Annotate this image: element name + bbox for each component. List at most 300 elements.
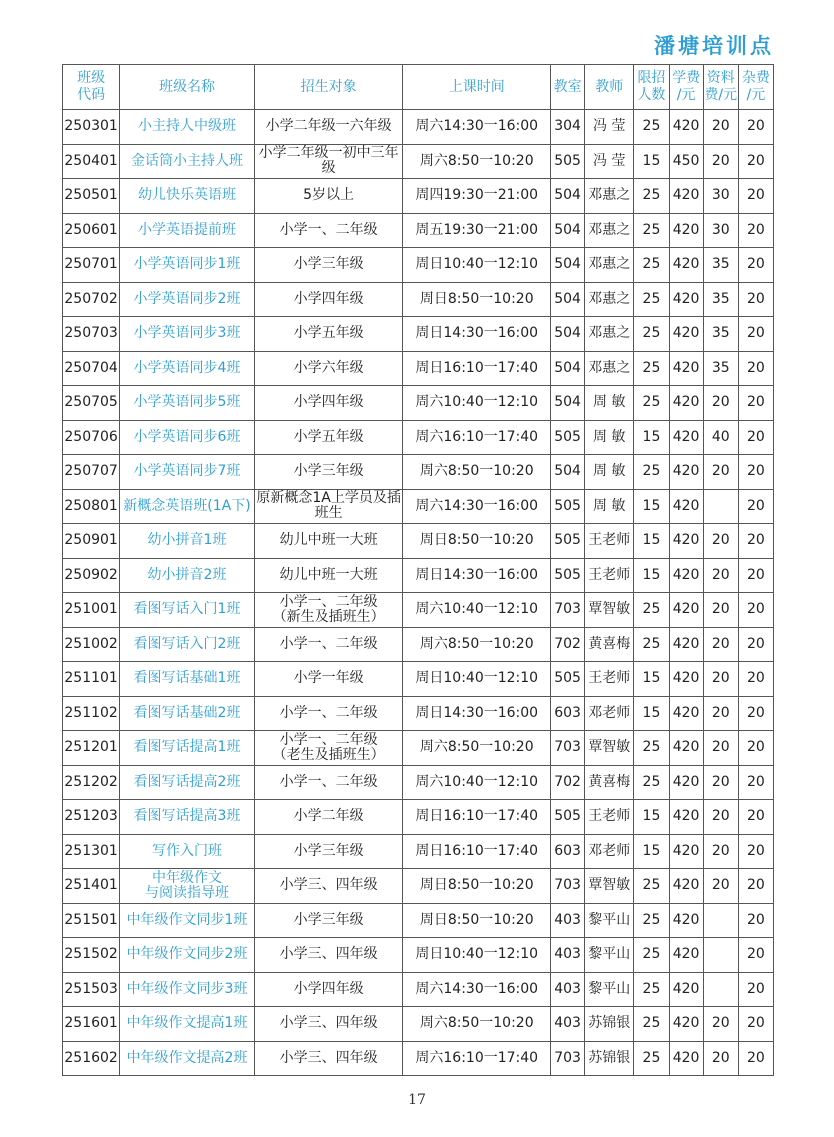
enrollment-limit: 25	[634, 972, 669, 1007]
class-name: 幼儿快乐英语班	[120, 179, 255, 214]
class-time: 周六8:50一10:20	[403, 1007, 551, 1042]
materials-fee: 20	[703, 834, 738, 869]
header-code-line: 班级	[77, 70, 106, 86]
classroom: 403	[551, 938, 585, 973]
tuition-fee: 420	[669, 972, 703, 1007]
misc-fee: 20	[738, 386, 773, 421]
misc-fee: 20	[738, 627, 773, 662]
materials-fee: 20	[703, 144, 738, 179]
table-row	[63, 144, 774, 179]
tuition-fee: 420	[669, 731, 703, 766]
misc-fee: 20	[738, 524, 773, 559]
enrollment-target: 小学四年级	[254, 972, 403, 1007]
classroom: 504	[551, 179, 585, 214]
enrollment-limit: 25	[634, 179, 669, 214]
class-schedule-table	[62, 64, 774, 1076]
class-name: 小学英语同步6班	[120, 420, 255, 455]
enrollment-limit: 15	[634, 834, 669, 869]
misc-fee: 20	[738, 489, 773, 524]
table-row	[63, 317, 774, 352]
enrollment-target: 小学一、二年级	[254, 696, 403, 731]
class-time: 周六10:40一12:10	[403, 765, 551, 800]
class-name: 小学英语提前班	[120, 213, 255, 248]
materials-fee: 35	[703, 351, 738, 386]
table-row	[63, 696, 774, 731]
class-code: 251501	[63, 903, 120, 938]
teacher: 邓惠之	[585, 248, 634, 283]
table-row	[63, 558, 774, 593]
tuition-fee: 420	[669, 627, 703, 662]
class-time: 周日8:50一10:20	[403, 903, 551, 938]
class-code: 250901	[63, 524, 120, 559]
misc-fee: 20	[738, 800, 773, 835]
page-title: 潘塘培训点	[654, 34, 774, 58]
classroom: 603	[551, 696, 585, 731]
enrollment-limit: 25	[634, 593, 669, 628]
materials-fee: 35	[703, 282, 738, 317]
class-code: 250801	[63, 489, 120, 524]
misc-fee: 20	[738, 938, 773, 973]
classroom: 603	[551, 834, 585, 869]
class-name: 小学英语同步1班	[120, 248, 255, 283]
enrollment-target-line: 小学一、二年级	[279, 593, 378, 610]
classroom: 403	[551, 972, 585, 1007]
enrollment-limit: 25	[634, 1041, 669, 1076]
enrollment-target: 小学五年级	[254, 420, 403, 455]
tuition-fee: 420	[669, 524, 703, 559]
enrollment-target: 幼儿中班一大班	[254, 524, 403, 559]
class-name: 小学英语同步5班	[120, 386, 255, 421]
enrollment-limit: 25	[634, 627, 669, 662]
teacher: 邓惠之	[585, 317, 634, 352]
enrollment-target: 小学一、二年级	[254, 627, 403, 662]
teacher: 邓老师	[585, 696, 634, 731]
teacher: 苏锦银	[585, 1041, 634, 1076]
materials-fee	[703, 938, 738, 973]
classroom: 403	[551, 903, 585, 938]
class-time: 周日10:40一12:10	[403, 248, 551, 283]
class-time: 周六8:50一10:20	[403, 144, 551, 179]
classroom: 505	[551, 489, 585, 524]
classroom: 504	[551, 317, 585, 352]
classroom: 504	[551, 248, 585, 283]
enrollment-limit: 25	[634, 765, 669, 800]
materials-fee: 20	[703, 455, 738, 490]
materials-fee: 20	[703, 386, 738, 421]
enrollment-target: 小学六年级	[254, 351, 403, 386]
header-time: 上课时间	[403, 65, 551, 110]
enrollment-target: 小学二年级	[254, 800, 403, 835]
teacher: 黄喜梅	[585, 627, 634, 662]
table-row	[63, 1007, 774, 1042]
misc-fee: 20	[738, 248, 773, 283]
teacher: 黄喜梅	[585, 765, 634, 800]
class-name: 看图写话基础2班	[120, 696, 255, 731]
header-target: 招生对象	[254, 65, 403, 110]
class-time: 周日8:50一10:20	[403, 524, 551, 559]
tuition-fee: 420	[669, 593, 703, 628]
enrollment-limit: 15	[634, 558, 669, 593]
tuition-fee: 420	[669, 420, 703, 455]
tuition-fee: 420	[669, 765, 703, 800]
materials-fee: 20	[703, 593, 738, 628]
class-name: 金话筒小主持人班	[120, 144, 255, 179]
teacher: 王老师	[585, 524, 634, 559]
class-code: 250601	[63, 213, 120, 248]
enrollment-limit: 25	[634, 869, 669, 904]
materials-fee: 20	[703, 627, 738, 662]
enrollment-limit: 25	[634, 938, 669, 973]
enrollment-target: 小学三年级	[254, 248, 403, 283]
class-code: 250902	[63, 558, 120, 593]
materials-fee: 20	[703, 524, 738, 559]
table-row	[63, 800, 774, 835]
materials-fee: 35	[703, 317, 738, 352]
enrollment-target-line: （老生及插班生）	[272, 746, 385, 763]
materials-fee: 20	[703, 800, 738, 835]
misc-fee: 20	[738, 282, 773, 317]
classroom: 703	[551, 1041, 585, 1076]
table-row	[63, 386, 774, 421]
teacher: 邓惠之	[585, 351, 634, 386]
teacher: 覃智敏	[585, 593, 634, 628]
teacher: 邓老师	[585, 834, 634, 869]
classroom: 702	[551, 627, 585, 662]
enrollment-target: 小学三年级	[254, 834, 403, 869]
enrollment-limit: 15	[634, 696, 669, 731]
enrollment-target: 小学一、二年级	[254, 213, 403, 248]
table-row	[63, 662, 774, 697]
enrollment-target: 小学一年级	[254, 662, 403, 697]
teacher: 苏锦银	[585, 1007, 634, 1042]
enrollment-limit: 15	[634, 524, 669, 559]
class-time: 周日16:10一17:40	[403, 800, 551, 835]
tuition-fee: 420	[669, 455, 703, 490]
class-name-line: 与阅读指导班	[145, 884, 230, 901]
teacher: 邓惠之	[585, 213, 634, 248]
enrollment-limit: 15	[634, 489, 669, 524]
enrollment-target: 原新概念1A上学员及插班生	[254, 489, 403, 524]
misc-fee: 20	[738, 144, 773, 179]
header-limit-line: 限招	[637, 70, 666, 86]
class-time: 周六14:30一16:00	[403, 972, 551, 1007]
class-name: 看图写话基础1班	[120, 662, 255, 697]
class-time: 周日16:10一17:40	[403, 351, 551, 386]
class-code: 251002	[63, 627, 120, 662]
classroom: 703	[551, 731, 585, 766]
class-time: 周日10:40一12:10	[403, 662, 551, 697]
enrollment-target	[254, 593, 403, 628]
header-limit-line: 人数	[637, 87, 666, 103]
class-time: 周日8:50一10:20	[403, 869, 551, 904]
class-time: 周日14:30一16:00	[403, 558, 551, 593]
tuition-fee: 420	[669, 800, 703, 835]
class-name: 中年级作文提高1班	[120, 1007, 255, 1042]
table-row	[63, 110, 774, 145]
tuition-fee: 420	[669, 696, 703, 731]
header-tuition-line: 学费	[672, 70, 701, 86]
page-number: 17	[408, 1092, 426, 1108]
teacher: 冯 莹	[585, 144, 634, 179]
class-name: 中年级作文提高2班	[120, 1041, 255, 1076]
enrollment-limit: 25	[634, 110, 669, 145]
class-code: 251001	[63, 593, 120, 628]
class-time: 周日14:30一16:00	[403, 317, 551, 352]
enrollment-limit: 25	[634, 351, 669, 386]
enrollment-target-line: 小学一、二年级	[279, 731, 378, 748]
class-name: 看图写话提高3班	[120, 800, 255, 835]
header-materials	[703, 65, 738, 110]
header-code-line: 代码	[77, 87, 106, 103]
misc-fee: 20	[738, 834, 773, 869]
classroom: 505	[551, 800, 585, 835]
class-time: 周六16:10一17:40	[403, 1041, 551, 1076]
materials-fee: 20	[703, 696, 738, 731]
enrollment-limit: 25	[634, 213, 669, 248]
enrollment-target: 小学三、四年级	[254, 1007, 403, 1042]
class-code: 250703	[63, 317, 120, 352]
misc-fee: 20	[738, 317, 773, 352]
classroom: 703	[551, 869, 585, 904]
materials-fee: 20	[703, 1007, 738, 1042]
table-row	[63, 627, 774, 662]
class-name: 看图写话提高2班	[120, 765, 255, 800]
class-name: 小学英语同步4班	[120, 351, 255, 386]
enrollment-limit: 25	[634, 455, 669, 490]
header-misc-line: 杂费	[741, 70, 770, 86]
header-materials-line: 费/元	[704, 87, 738, 103]
class-time: 周六8:50一10:20	[403, 455, 551, 490]
classroom: 403	[551, 1007, 585, 1042]
classroom: 504	[551, 386, 585, 421]
class-name: 中年级作文同步3班	[120, 972, 255, 1007]
tuition-fee: 420	[669, 869, 703, 904]
materials-fee	[703, 489, 738, 524]
enrollment-target: 小学三年级	[254, 903, 403, 938]
tuition-fee: 420	[669, 558, 703, 593]
classroom: 504	[551, 455, 585, 490]
tuition-fee: 420	[669, 248, 703, 283]
tuition-fee: 420	[669, 903, 703, 938]
enrollment-limit: 25	[634, 1007, 669, 1042]
misc-fee: 20	[738, 731, 773, 766]
class-code: 251202	[63, 765, 120, 800]
class-name: 幼小拼音1班	[120, 524, 255, 559]
class-code: 251201	[63, 731, 120, 766]
class-name: 中年级作文同步1班	[120, 903, 255, 938]
table-row	[63, 972, 774, 1007]
table-row	[63, 351, 774, 386]
teacher: 王老师	[585, 800, 634, 835]
enrollment-limit: 25	[634, 386, 669, 421]
class-code: 251502	[63, 938, 120, 973]
class-time: 周六14:30一16:00	[403, 110, 551, 145]
tuition-fee: 420	[669, 179, 703, 214]
tuition-fee: 420	[669, 662, 703, 697]
teacher: 周 敏	[585, 455, 634, 490]
enrollment-target: 小学四年级	[254, 282, 403, 317]
header-misc-line: /元	[746, 87, 766, 103]
enrollment-target: 小学五年级	[254, 317, 403, 352]
enrollment-target: 小学一、二年级	[254, 765, 403, 800]
enrollment-target: 小学三、四年级	[254, 869, 403, 904]
table-row	[63, 248, 774, 283]
teacher: 覃智敏	[585, 869, 634, 904]
table-row	[63, 903, 774, 938]
tuition-fee: 420	[669, 489, 703, 524]
tuition-fee: 420	[669, 213, 703, 248]
misc-fee: 20	[738, 972, 773, 1007]
misc-fee: 20	[738, 558, 773, 593]
enrollment-target	[254, 731, 403, 766]
tuition-fee: 420	[669, 834, 703, 869]
materials-fee: 20	[703, 765, 738, 800]
class-code: 250702	[63, 282, 120, 317]
class-name: 小学英语同步7班	[120, 455, 255, 490]
misc-fee: 20	[738, 351, 773, 386]
table-row	[63, 1041, 774, 1076]
enrollment-limit: 25	[634, 248, 669, 283]
classroom: 505	[551, 558, 585, 593]
materials-fee: 40	[703, 420, 738, 455]
tuition-fee: 420	[669, 110, 703, 145]
misc-fee: 20	[738, 213, 773, 248]
class-code: 250705	[63, 386, 120, 421]
table-row	[63, 524, 774, 559]
class-code: 251503	[63, 972, 120, 1007]
misc-fee: 20	[738, 420, 773, 455]
teacher: 周 敏	[585, 386, 634, 421]
class-code: 250706	[63, 420, 120, 455]
tuition-fee: 420	[669, 386, 703, 421]
misc-fee: 20	[738, 179, 773, 214]
classroom: 304	[551, 110, 585, 145]
header-tuition-line: /元	[676, 87, 696, 103]
class-code: 251102	[63, 696, 120, 731]
materials-fee: 20	[703, 1041, 738, 1076]
class-code: 250701	[63, 248, 120, 283]
materials-fee	[703, 972, 738, 1007]
classroom: 505	[551, 144, 585, 179]
tuition-fee: 420	[669, 1007, 703, 1042]
enrollment-target: 幼儿中班一大班	[254, 558, 403, 593]
classroom: 505	[551, 524, 585, 559]
class-code: 251301	[63, 834, 120, 869]
class-name-line: 中年级作文	[152, 869, 223, 886]
header-limit	[634, 65, 669, 110]
materials-fee: 30	[703, 213, 738, 248]
class-name: 小学英语同步3班	[120, 317, 255, 352]
class-code: 250401	[63, 144, 120, 179]
class-code: 250501	[63, 179, 120, 214]
class-time: 周六10:40一12:10	[403, 386, 551, 421]
class-time: 周六14:30一16:00	[403, 489, 551, 524]
header-materials-line: 资料	[706, 70, 735, 86]
materials-fee: 30	[703, 179, 738, 214]
misc-fee: 20	[738, 696, 773, 731]
teacher: 周 敏	[585, 420, 634, 455]
enrollment-limit: 15	[634, 662, 669, 697]
class-name: 看图写话入门2班	[120, 627, 255, 662]
table-row	[63, 593, 774, 628]
class-time: 周六8:50一10:20	[403, 731, 551, 766]
tuition-fee: 450	[669, 144, 703, 179]
class-time: 周日16:10一17:40	[403, 834, 551, 869]
table-row	[63, 282, 774, 317]
materials-fee: 20	[703, 662, 738, 697]
enrollment-limit: 25	[634, 903, 669, 938]
enrollment-target-line: （新生及插班生）	[272, 608, 385, 625]
teacher: 邓惠之	[585, 282, 634, 317]
enrollment-limit: 25	[634, 282, 669, 317]
header-name: 班级名称	[120, 65, 255, 110]
misc-fee: 20	[738, 903, 773, 938]
class-name: 写作入门班	[120, 834, 255, 869]
table-row	[63, 765, 774, 800]
class-code: 251602	[63, 1041, 120, 1076]
class-code: 251601	[63, 1007, 120, 1042]
header-teacher: 教师	[585, 65, 634, 110]
class-time: 周六8:50一10:20	[403, 627, 551, 662]
class-name: 看图写话提高1班	[120, 731, 255, 766]
misc-fee: 20	[738, 1041, 773, 1076]
class-name	[120, 869, 255, 904]
table-row	[63, 869, 774, 904]
teacher: 王老师	[585, 558, 634, 593]
table-row	[63, 489, 774, 524]
header-room: 教室	[551, 65, 585, 110]
class-time: 周六16:10一17:40	[403, 420, 551, 455]
class-code: 250704	[63, 351, 120, 386]
enrollment-limit: 15	[634, 144, 669, 179]
table-row	[63, 731, 774, 766]
table-row	[63, 420, 774, 455]
classroom: 505	[551, 420, 585, 455]
teacher: 黎平山	[585, 938, 634, 973]
class-name: 小学英语同步2班	[120, 282, 255, 317]
enrollment-target: 5岁以上	[254, 179, 403, 214]
misc-fee: 20	[738, 765, 773, 800]
class-name: 新概念英语班(1A下)	[120, 489, 255, 524]
class-name: 中年级作文同步2班	[120, 938, 255, 973]
table-body	[63, 110, 774, 1076]
enrollment-target: 小学三、四年级	[254, 1041, 403, 1076]
materials-fee: 20	[703, 869, 738, 904]
class-code: 250301	[63, 110, 120, 145]
table-header-row	[63, 65, 774, 110]
classroom: 504	[551, 351, 585, 386]
materials-fee	[703, 903, 738, 938]
class-code: 251401	[63, 869, 120, 904]
misc-fee: 20	[738, 455, 773, 490]
teacher: 冯 莹	[585, 110, 634, 145]
enrollment-target: 小学三、四年级	[254, 938, 403, 973]
classroom: 504	[551, 282, 585, 317]
table-row	[63, 213, 774, 248]
classroom: 504	[551, 213, 585, 248]
materials-fee: 20	[703, 731, 738, 766]
misc-fee: 20	[738, 1007, 773, 1042]
classroom: 505	[551, 662, 585, 697]
teacher: 黎平山	[585, 903, 634, 938]
enrollment-target: 小学三年级	[254, 455, 403, 490]
teacher: 黎平山	[585, 972, 634, 1007]
class-time: 周日10:40一12:10	[403, 938, 551, 973]
class-time: 周六10:40一12:10	[403, 593, 551, 628]
materials-fee: 20	[703, 558, 738, 593]
classroom: 703	[551, 593, 585, 628]
materials-fee: 20	[703, 110, 738, 145]
